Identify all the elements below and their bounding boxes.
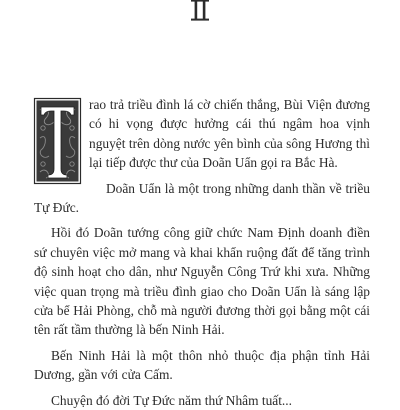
chapter-text xyxy=(34,95,370,410)
paragraph-2: Doãn Uẩn là một trong những danh thần về triều Tự Đức. xyxy=(34,180,370,216)
paragraph-1-text: rao trả triều đình lá cờ chiến thắng, Bùi Viện đương có hi vọng được hưởng cái thú ngâm hoa vịnh nguyệt trên dòng nước yên bình của sông Hương thì lại tiếp được thư của Doãn Uẩn gọi ra Bắc Hà. xyxy=(89,97,370,171)
ornamental-dropcap-t-icon xyxy=(34,98,81,184)
paragraph-1 xyxy=(34,95,370,173)
paragraph-4: Bến Ninh Hải là một thôn nhỏ thuộc địa phận tỉnh Hải Dương, gần với cửa Cấm. xyxy=(34,347,370,383)
paragraph-5: Chuyện đó đời Tự Đức năm thứ Nhâm tuất... xyxy=(51,392,292,408)
paragraph-3: Hồi đó Doãn tướng công giữ chức Nam Định doanh điền sứ chuyên việc mở mang và khai khẩn ruộng đất để tăng trình độ sinh hoạt cho dân, như Nguyễn Công Trứ khi xưa. Những việc quan trọng mà triều đình giao cho Doãn Uẩn là sáng lập cửa bể Hải Phòng, chỗ mà người đương thời gọi bằng một cái tên rất tầm thường là bến Ninh Hải. xyxy=(34,225,370,338)
chapter-numeral xyxy=(188,0,212,24)
chapter-numeral-glyph xyxy=(188,0,212,24)
